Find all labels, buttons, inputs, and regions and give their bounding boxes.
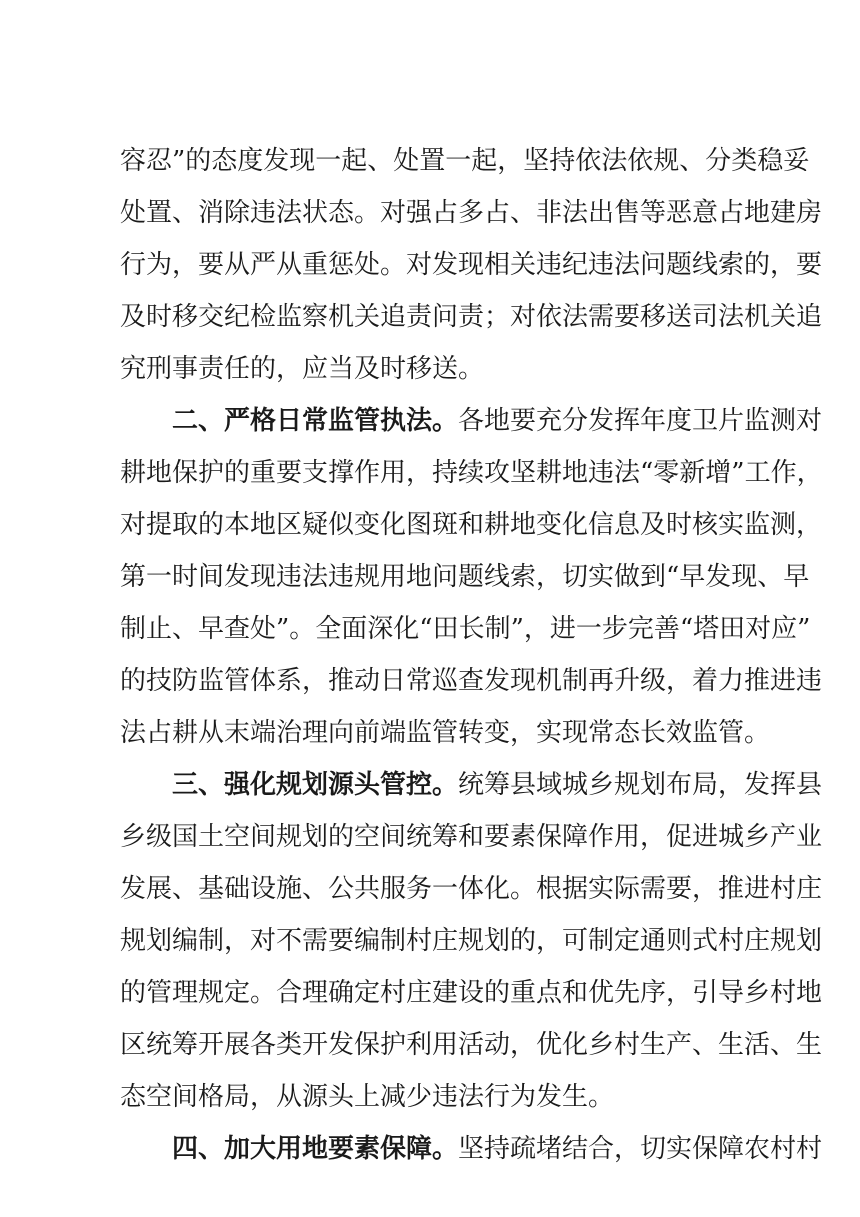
paragraph-line: 及时移交纪检监察机关追责问责；对依法需要移送司法机关追 <box>120 302 823 332</box>
paragraph-line: 态空间格局，从源头上减少违法行为发生。 <box>120 1082 615 1112</box>
section-text: 各地要充分发挥年度卫片监测对 <box>458 406 823 436</box>
paragraph-line: 发展、基础设施、公共服务一体化。根据实际需要，推进村庄 <box>120 874 823 904</box>
paragraph-line: 耕地保护的重要支撑作用，持续攻坚耕地违法“零新增”工作， <box>120 458 823 488</box>
paragraph-line: 对提取的本地区疑似变化图斑和耕地变化信息及时核实监测， <box>120 510 823 540</box>
section-line <box>172 1132 823 1166</box>
paragraph-line: 的技防监管体系，推动日常巡查发现机制再升级，着力推进违 <box>120 666 823 696</box>
paragraph-line: 究刑事责任的，应当及时移送。 <box>120 354 485 384</box>
section-line <box>172 404 823 438</box>
section-line <box>172 768 823 802</box>
paragraph-line: 的管理规定。合理确定村庄建设的重点和优先序，引导乡村地 <box>120 978 823 1008</box>
paragraph-line: 法占耕从末端治理向前端监管转变，实现常态长效监管。 <box>120 718 771 748</box>
paragraph-line: 区统筹开展各类开发保护利用活动，优化乡村生产、生活、生 <box>120 1030 823 1060</box>
section-heading: 二、严格日常监管执法。 <box>172 406 459 436</box>
paragraph-line: 规划编制，对不需要编制村庄规划的，可制定通则式村庄规划 <box>120 926 823 956</box>
paragraph-line: 第一时间发现违法违规用地问题线索，切实做到“早发现、早 <box>120 562 810 592</box>
paragraph-line: 行为，要从严从重惩处。对发现相关违纪违法问题线索的，要 <box>120 250 823 280</box>
section-heading: 三、强化规划源头管控。 <box>172 770 459 800</box>
paragraph-line: 容忍”的态度发现一起、处置一起，坚持依法依规、分类稳妥 <box>120 146 810 176</box>
paragraph-line: 处置、消除违法状态。对强占多占、非法出售等恶意占地建房 <box>120 198 823 228</box>
paragraph-line: 乡级国土空间规划的空间统筹和要素保障作用，促进城乡产业 <box>120 822 823 852</box>
section-text: 统筹县域城乡规划布局，发挥县 <box>458 770 823 800</box>
paragraph-line: 制止、早查处”。全面深化“田长制”，进一步完善“塔田对应” <box>120 614 811 644</box>
section-text: 坚持疏堵结合，切实保障农村村 <box>458 1134 823 1164</box>
section-heading: 四、加大用地要素保障。 <box>172 1134 459 1164</box>
